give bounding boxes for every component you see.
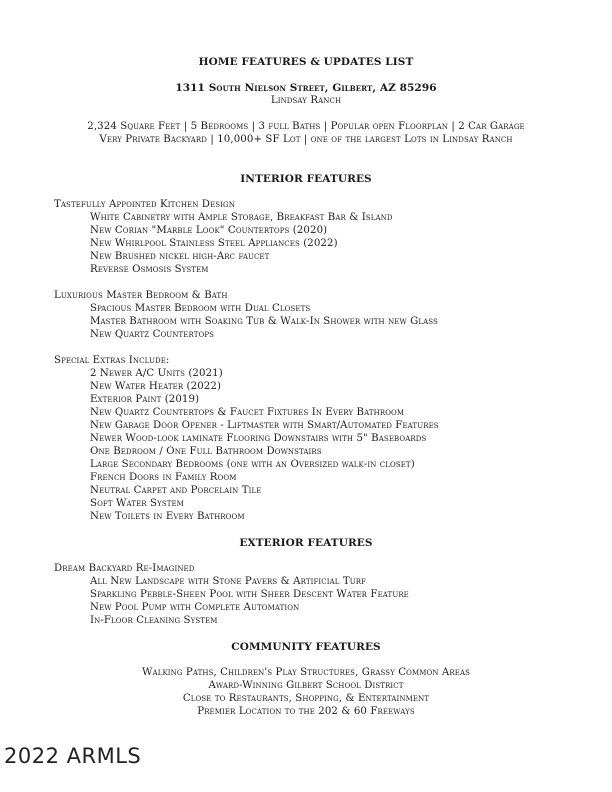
summary-line-1: 2,324 Square Feet | 5 Bedrooms | 3 full Baths | Popular open Floorplan | 2 Car Garage (87, 121, 525, 132)
backyard-section-title: Dream Backyard Re-Imagined (54, 563, 195, 574)
list-item: 2 Newer A/C Units (2021) (90, 368, 223, 379)
list-item: New Whirlpool Stainless Steel Appliances (2022) (90, 238, 338, 249)
list-item: French Doors in Family Room (90, 472, 237, 483)
list-item: New Garage Door Opener - Liftmaster with Smart/Automated Features (90, 420, 439, 431)
list-item: Award-Winning Gilbert School District (208, 680, 404, 691)
summary-line-2: Very Private Backyard | 10,000+ SF Lot | one of the largest Lots in Lindsay Ranch (99, 134, 513, 145)
list-item: Newer Wood-look laminate Flooring Downstairs with 5" Baseboards (90, 433, 427, 444)
master-section-title: Luxurious Master Bedroom & Bath (54, 290, 228, 301)
exterior-heading: EXTERIOR FEATURES (239, 537, 373, 549)
list-item: Spacious Master Bedroom with Dual Closets (90, 303, 311, 314)
list-item: New Pool Pump with Complete Automation (90, 602, 300, 613)
list-item: New Quartz Countertops & Faucet Fixtures In Every Bathroom (90, 407, 405, 418)
kitchen-section-title: Tastefully Appointed Kitchen Design (54, 199, 235, 210)
list-item: White Cabinetry with Ample Storage, Breakfast Bar & Island (90, 212, 393, 223)
list-item: Master Bathroom with Soaking Tub & Walk-In Shower with new Glass (90, 316, 438, 327)
list-item: New Water Heater (2022) (90, 381, 222, 392)
list-item: Neutral Carpet and Porcelain Tile (90, 485, 262, 496)
list-item: New Quartz Countertops (90, 329, 215, 340)
list-item: Soft Water System (90, 498, 184, 509)
list-item: Premier Location to the 202 & 60 Freeways (197, 706, 415, 717)
property-address: 1311 South Nielson Street, Gilbert, AZ 85296 (175, 82, 437, 94)
list-item: New Corian "Marble Look" Countertops (2020) (90, 225, 328, 236)
list-item: Exterior Paint (2019) (90, 394, 200, 405)
list-item: One Bedroom / One Full Bathroom Downstairs (90, 446, 322, 457)
copyright-watermark: 2022 ARMLS (4, 744, 142, 768)
list-item: New Brushed nickel high-Arc faucet (90, 251, 270, 262)
list-item: New Toilets in Every Bathroom (90, 511, 245, 522)
list-item: Reverse Osmosis System (90, 264, 209, 275)
subdivision-name: Lindsay Ranch (270, 95, 342, 106)
interior-heading: INTERIOR FEATURES (240, 173, 372, 185)
document-title: HOME FEATURES & UPDATES LIST (198, 56, 414, 68)
list-item: All New Landscape with Stone Pavers & Artificial Turf (90, 576, 367, 587)
extras-section-title: Special Extras Include: (54, 355, 170, 366)
community-heading: COMMUNITY FEATURES (231, 641, 381, 653)
list-item: Sparkling Pebble-Sheen Pool with Sheer Descent Water Feature (90, 589, 409, 600)
list-item: Walking Paths, Children's Play Structures, Grassy Common Areas (141, 667, 471, 678)
list-item: In-Floor Cleaning System (90, 615, 218, 626)
list-item: Large Secondary Bedrooms (one with an Oversized walk-in closet) (90, 459, 415, 470)
list-item: Close to Restaurants, Shopping, & Entertainment (182, 693, 430, 704)
